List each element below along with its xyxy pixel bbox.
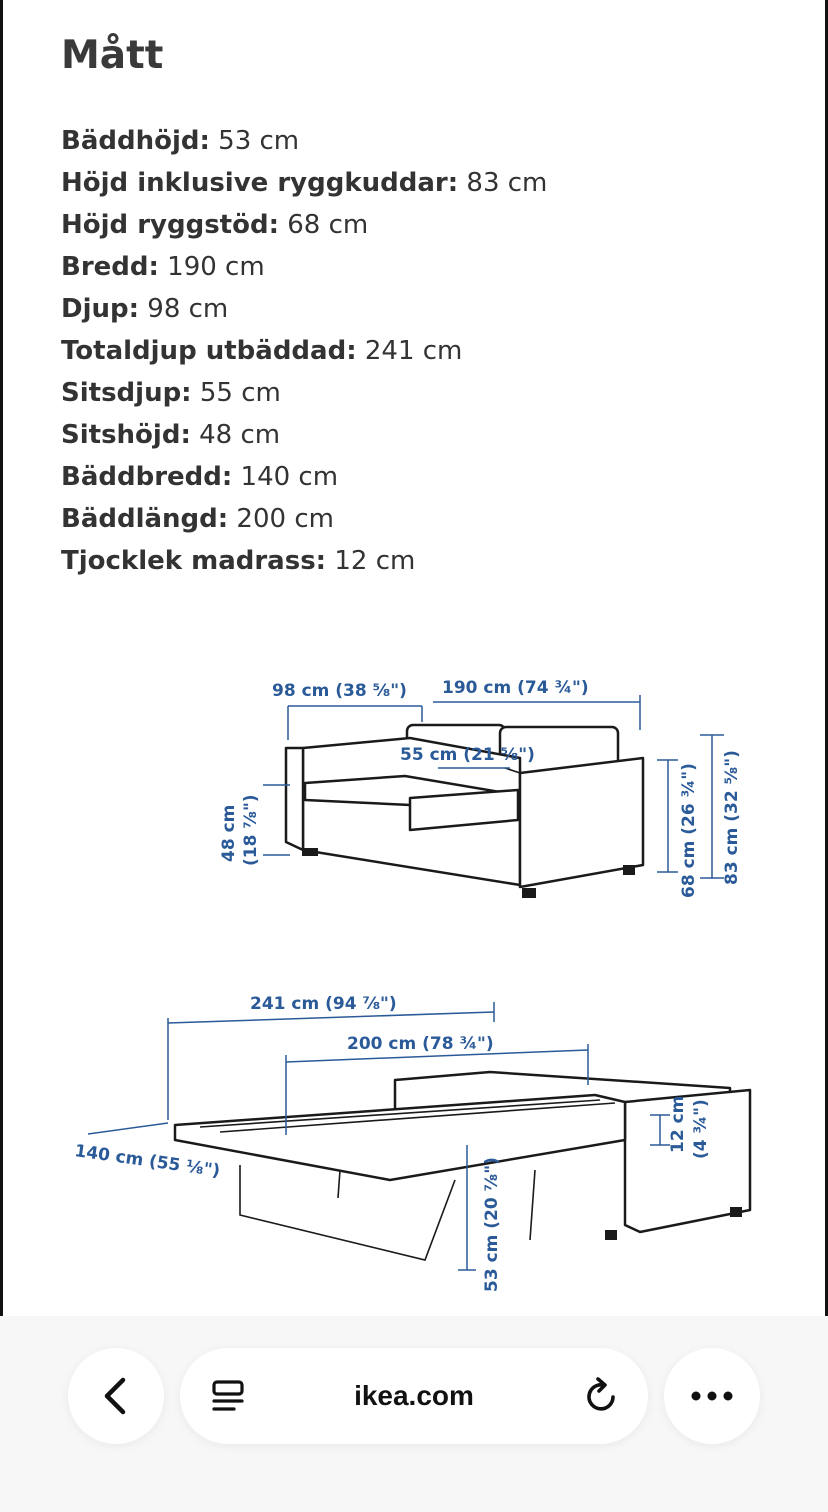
spec-label: Bäddhöjd:	[61, 126, 210, 156]
spec-row	[61, 414, 547, 456]
spec-label: Totaldjup utbäddad:	[61, 336, 357, 366]
total-depth-label: 241 cm (94 ⅞")	[250, 994, 397, 1014]
spec-value: 55 cm	[191, 378, 281, 408]
spec-value: 241 cm	[356, 336, 463, 366]
sofa-depth-label: 98 cm (38 ⅝")	[272, 681, 407, 701]
spec-row	[61, 372, 547, 414]
dimension-specs-list	[61, 120, 547, 582]
spec-label: Bäddbredd:	[61, 462, 233, 492]
spec-value: 98 cm	[139, 294, 229, 324]
spec-row	[61, 204, 547, 246]
spec-value: 12 cm	[326, 546, 416, 576]
seat-height-inch-label: (18 ⅞")	[241, 794, 261, 866]
spec-value: 190 cm	[158, 252, 265, 282]
spec-value: 48 cm	[190, 420, 281, 450]
spec-label: Bredd:	[61, 252, 159, 282]
bed-width-label: 140 cm (55 ⅛")	[73, 1141, 222, 1182]
spec-row	[61, 120, 547, 162]
reload-icon[interactable]	[582, 1376, 622, 1416]
mattress-thickness-label: 12 cm	[668, 1095, 688, 1153]
spec-value: 200 cm	[228, 504, 334, 534]
spec-label: Tjocklek madrass:	[61, 546, 327, 576]
spec-value: 140 cm	[232, 462, 339, 492]
bed-height-label: 53 cm (20 ⅞")	[482, 1157, 502, 1292]
sofa-width-label: 190 cm (74 ¾")	[442, 678, 589, 698]
browser-toolbar	[0, 1316, 828, 1512]
total-height-label: 83 cm (32 ⅝")	[722, 750, 742, 885]
address-bar[interactable]	[180, 1348, 648, 1444]
spec-value: 83 cm	[458, 168, 548, 198]
spec-label: Höjd ryggstöd:	[61, 210, 279, 240]
spec-label: Bäddlängd:	[61, 504, 229, 534]
back-height-label: 68 cm (26 ¾")	[679, 763, 699, 898]
more-dots-icon	[690, 1390, 734, 1402]
spec-label: Sitsdjup:	[61, 378, 192, 408]
frame-left-edge	[0, 0, 3, 1316]
spec-value: 68 cm	[278, 210, 369, 240]
bed-length-label: 200 cm (78 ¾")	[347, 1034, 494, 1054]
sofabed-drawing	[175, 1072, 750, 1260]
dimension-diagram	[40, 640, 780, 1310]
section-title: Mått	[61, 33, 164, 78]
spec-row	[61, 456, 547, 498]
spec-row	[61, 330, 547, 372]
chevron-left-icon	[98, 1376, 134, 1416]
spec-label: Sitshöjd:	[61, 420, 191, 450]
url-text: ikea.com	[354, 1380, 474, 1411]
spec-row	[61, 288, 547, 330]
seat-height-label: 48 cm	[219, 804, 239, 862]
more-button[interactable]	[664, 1348, 760, 1444]
spec-label: Höjd inklusive ryggkuddar:	[61, 168, 459, 198]
spec-row	[61, 498, 547, 540]
spec-label: Djup:	[61, 294, 140, 324]
mattress-thickness-inch-label: (4 ¾")	[691, 1099, 711, 1159]
spec-row	[61, 246, 547, 288]
seat-depth-label: 55 cm (21 ⅝")	[400, 745, 535, 765]
spec-value: 53 cm	[209, 126, 300, 156]
dimension-drawing	[40, 640, 780, 1310]
spec-row	[61, 162, 547, 204]
back-button[interactable]	[68, 1348, 164, 1444]
spec-row	[61, 540, 547, 582]
